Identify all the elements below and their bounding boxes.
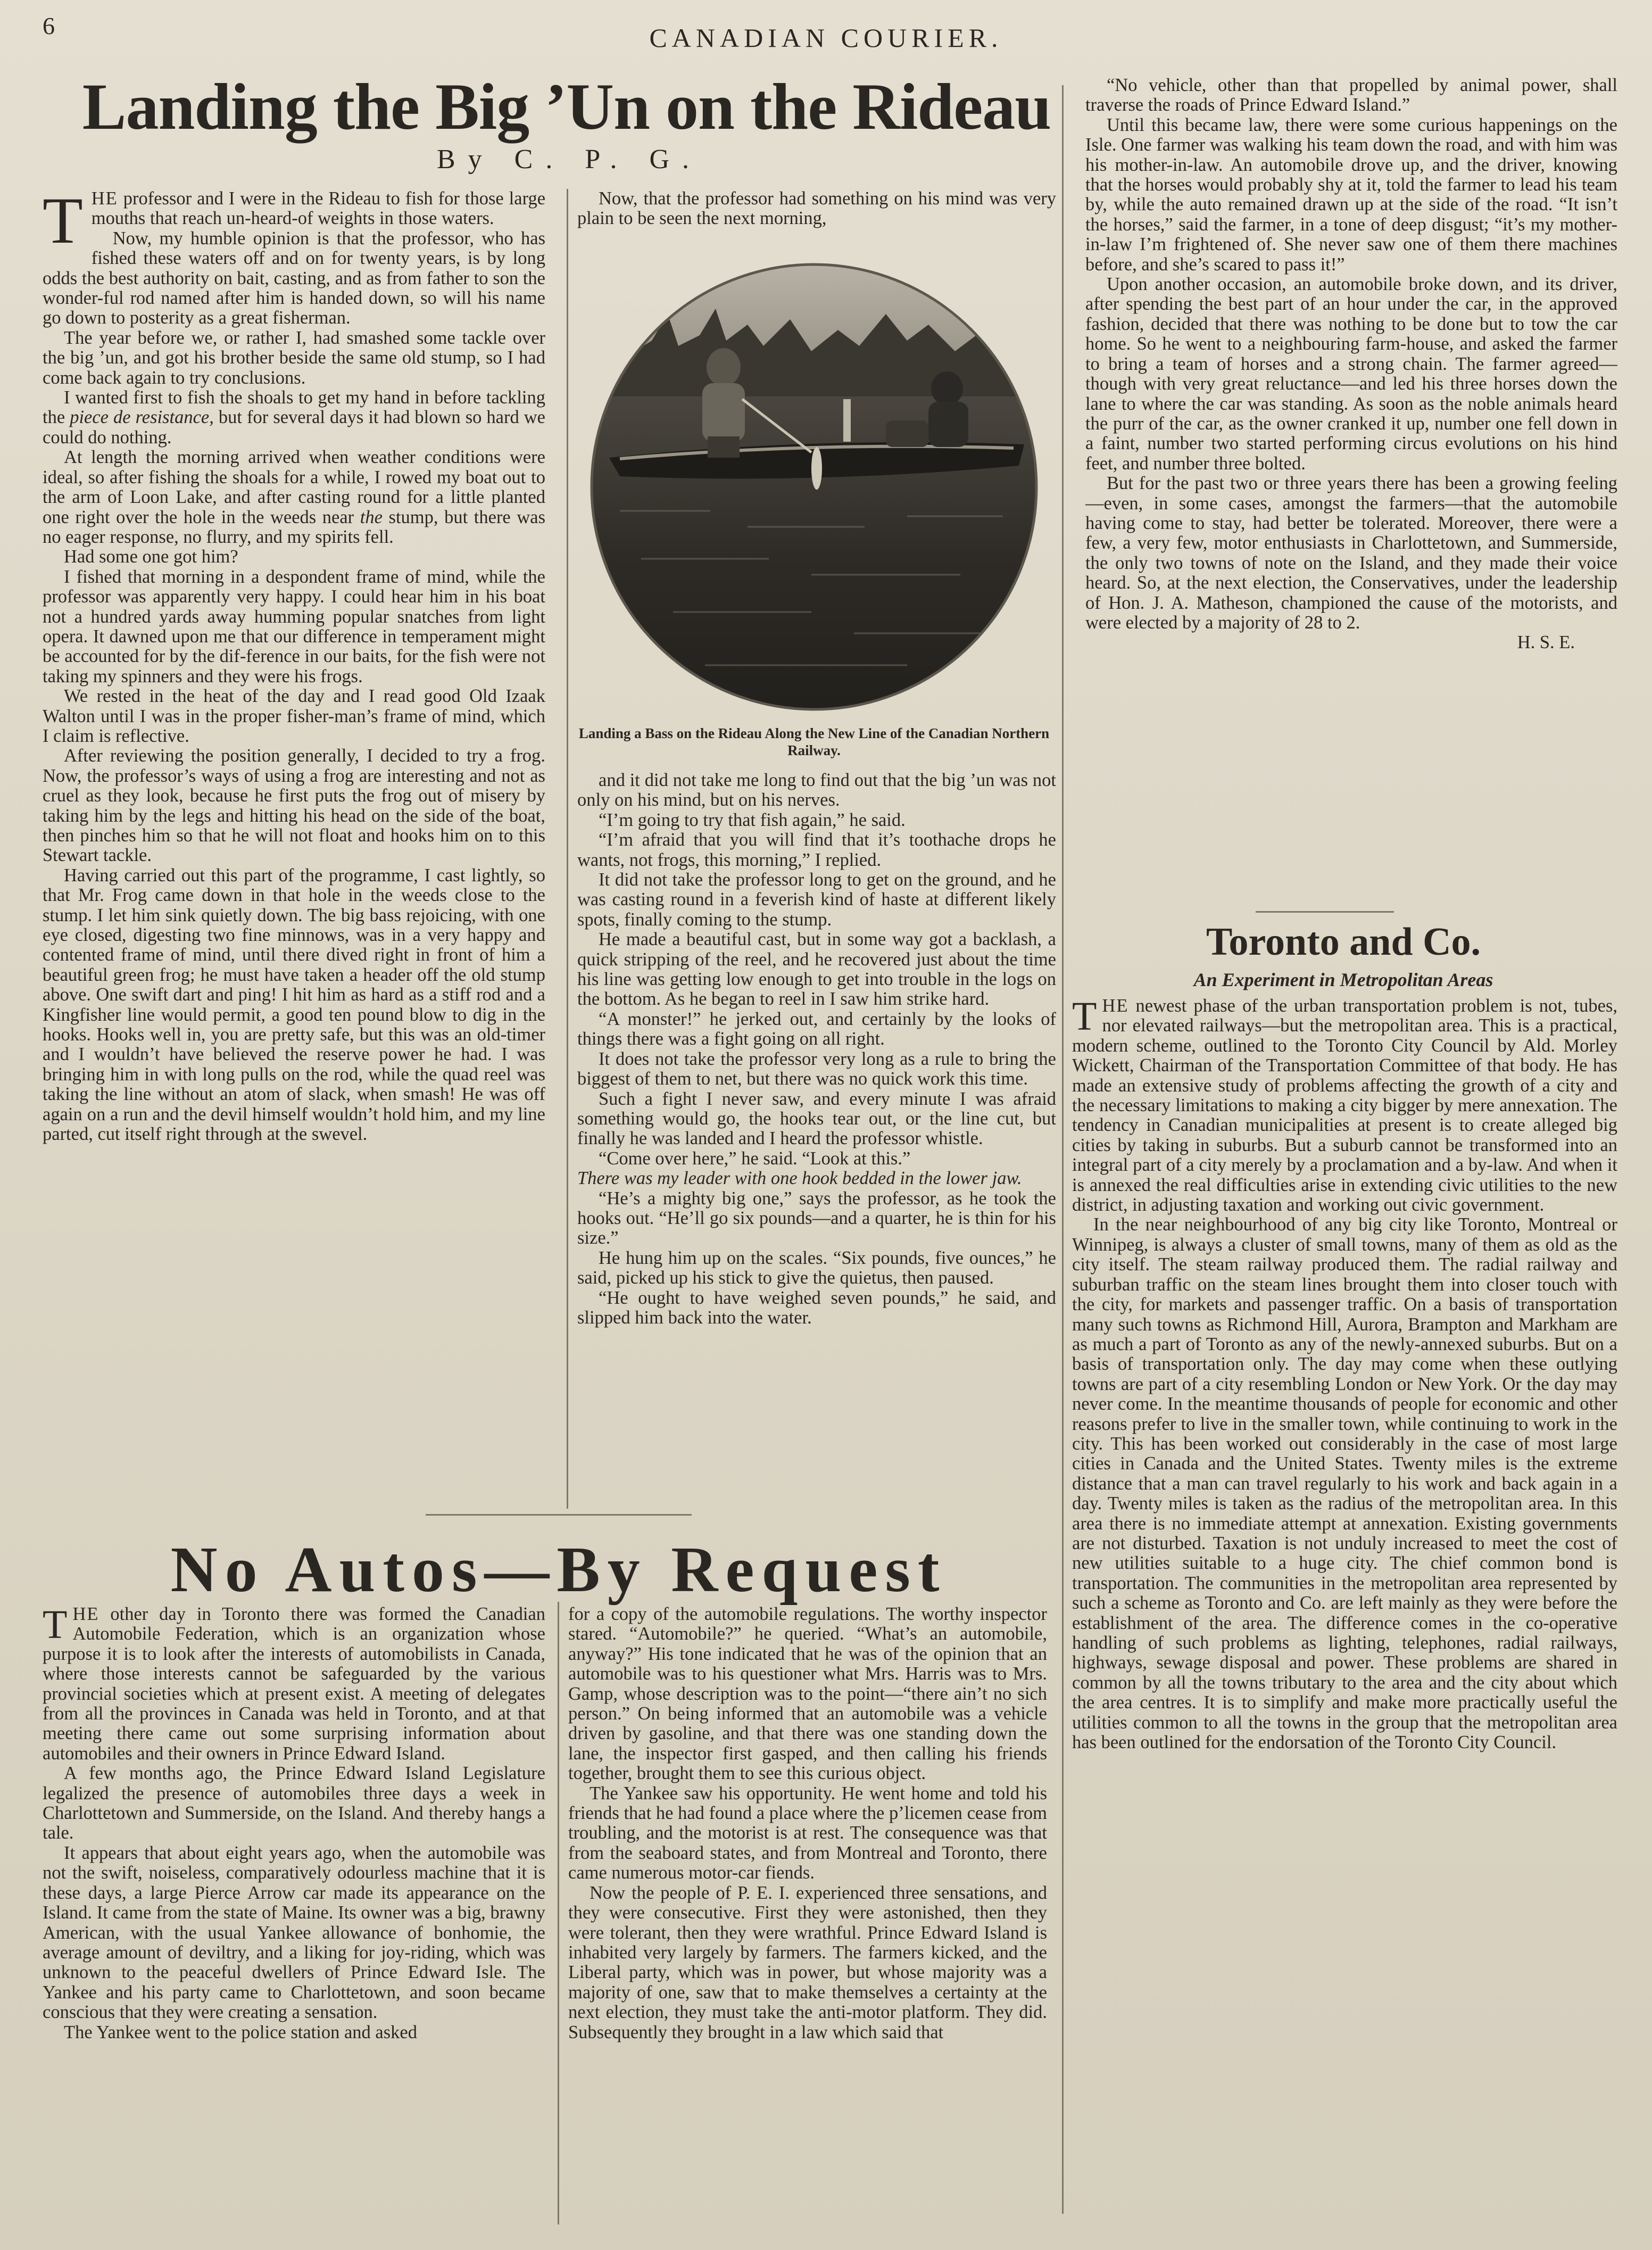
article1-paragraph: It does not take the professor very long as a rule to bring the biggest of them to net, but there was no quick work this time.	[577, 1048, 1056, 1089]
article1-paragraph: “I’m afraid that you will find that it’s toothache drops he wants, not frogs, this morning,” I replied.	[577, 830, 1056, 870]
italic-text: piece de resistance,	[70, 407, 214, 428]
article2-column-2	[568, 1604, 1047, 2230]
running-head: CANADIAN COURIER.	[649, 23, 1003, 53]
smallcaps: HE	[72, 1604, 99, 1624]
article-title: Landing the Big ’Un on the Rideau	[82, 70, 1051, 143]
article2-column-3	[1085, 76, 1617, 906]
article1-paragraph: Now, that the professor had something on his mind was very plain to be seen the next morning,	[577, 189, 1056, 229]
article1-column-1	[43, 189, 545, 1503]
article1-paragraph: He hung him up on the scales. “Six pounds, five ounces,” he said, picked up his stick to give the quietus, then paused.	[577, 1247, 1056, 1288]
text: At length the morning arrived when weather conditions were ideal, so after fishing the shoals for a while, I rowed my boat out to the arm of Loon Lake, and after casting round for a little planted one right over the hole in the weeds near	[43, 447, 545, 527]
article1-paragraph	[43, 388, 545, 448]
text: professor and I were in the Rideau to fish for those large mouths that reach un-heard-of weights in those waters.	[91, 189, 545, 229]
article2-paragraph: The Yankee went to the police station and asked	[64, 2022, 417, 2042]
article1-paragraph: “Come over here,” he said. “Look at this.”	[599, 1148, 911, 1169]
photo-caption: Landing a Bass on the Rideau Along the New Line of the Canadian Northern Railway.	[578, 725, 1050, 758]
article1-column-2-top	[577, 189, 1056, 237]
article1-paragraph: Now, my humble opinion is that the professor, who has fished these waters off and on for twenty years, is by long odds the best authority on bait, casting, and as from father to son the wonder-ful rod named after him is handed down, so will his name go down to posterity as a great fisherman.	[43, 228, 545, 328]
article2-paragraph: Now the people of P. E. I. experienced three sensations, and they were consecutive. First they were astonished, then they were tolerant, then they were wrathful. Prince Edward Island is inhabited very largely by farmers. The farmers kicked, and the Liberal party, which was in power, but whose majority was a majority of one, saw that to make themselves a certainty at the next election, they must take the anti-motor platform. They did. Subsequently they brought in a law which said that	[568, 1882, 1047, 2042]
article1-column-2	[577, 771, 1056, 1505]
smallcaps: HE	[91, 189, 118, 209]
article1-paragraph: The year before we, or rather I, had smashed some tackle over the big ’un, and got his brother beside the same old stump, so I had come back again to try conclusions.	[43, 327, 545, 388]
article2-paragraph: “No vehicle, other than that propelled by animal power, shall traverse the roads of Prince Edward Island.”	[1085, 76, 1617, 115]
article3-column	[1072, 996, 1617, 2220]
article2-paragraph: Until this became law, there were some curious happenings on the Isle. One farmer was walking his team down the road, and with him was his mother-in-law. An automobile drove up, and the driver, knowing that the horses would probably shy at it, told the farmer to lead his team by, while the auto remained drawn up at the side of the road. “It isn’t the horses,” said the farmer, in a tone of deep disgust; “it’s my mother-in-law I’m frightened of. She never saw one of them there machines before, and she’s scared to pass it!”	[1085, 114, 1617, 275]
text: but for several days it had blown so hard we could do nothing.	[43, 407, 545, 448]
article1-paragraph	[43, 448, 545, 547]
article2-paragraph: A few months ago, the Prince Edward Island Legislature legalized the presence of automobiles three days a week in Charlottetown and Summerside, on the Island. And thereby hangs a tale.	[43, 1763, 545, 1843]
article1-paragraph: It did not take the professor long to get on the ground, and he was casting round in a feverish kind of haste at different likely spots, finally coming to the stump.	[577, 870, 1056, 930]
article1-paragraph: He made a beautiful cast, but in some way got a backlash, a quick stripping of the reel, and he recovered just about the time his line was getting low enough to get into trouble in the logs on the bottom. As he began to reel in I saw him strike hard.	[577, 929, 1056, 1010]
article2-paragraph: Upon another occasion, an automobile broke down, and its driver, after spending the best part of an hour under the car, in the approved fashion, decided that there was nothing to be done but to tow the car home. So he went to a neighbouring farm-house, and asked the farmer to bring a team of horses and a strong chain. The farmer agreed—though with very great reluctance—and led his three horses down the lane to where the car was standing. As soon as the noble animals heard the purr of the car, as the owner cranked it up, number one fell down in a faint, number two started performing circus evolutions on his hind feet, and number three bolted.	[1085, 274, 1617, 474]
photo-illustration	[588, 261, 1040, 713]
byline: By C. P. G.	[436, 144, 702, 175]
article1-paragraph: “He’s a mighty big one,” says the professor, as he took the hooks out. “He’ll go six pounds—and a quarter, he is thin for his size.”	[577, 1188, 1056, 1248]
article1-paragraph: I fished that morning in a despondent frame of mind, while the professor was apparently very happy. I could hear him in his boat not a hundred yards away humming popular snatches from light opera. It dawned upon me that our difference in temperament might be accounted for by the dif-ference in our baits, for the fish were not taking my spinners and they were his frogs.	[43, 566, 545, 686]
column-rule	[567, 189, 568, 1509]
article2-paragraph	[43, 1604, 545, 1764]
article2-paragraph: for a copy of the automobile regulations. The worthy inspector stared. “Automobile?” he queried. “What’s an automobile, anyway?” His tone indicated that he was of the opinion that an automobile was to his questioner what Mrs. Harris was to Mrs. Gamp, whose description was to the point—“there ain’t no sich person.” On being informed that an automobile was a vehicle driven by gasoline, and that there was one standing down the lane, the inspector first gasped, and then calling his friends together, brought them to see this curious object.	[568, 1604, 1047, 1784]
column-rule	[1062, 85, 1064, 2214]
page-number: 6	[43, 12, 55, 39]
article2-paragraph: It appears that about eight years ago, when the automobile was not the swift, noiseless, comparatively odourless machine that it is these days, a large Pierce Arrow car made its appearance on the Island. It came from the state of Maine. Its owner was a big, brawny American, with the usual Yankee allowance of bonhomie, the average amount of deviltry, and a liking for joy-riding, which was unknown to the peaceful dwellers of Prince Edward Isle. The Yankee and his party came to Charlottetown, and soon became conscious that they were creating a sensation.	[43, 1842, 545, 2023]
drop-cap: T	[1072, 996, 1097, 1039]
article1-paragraph	[43, 189, 545, 257]
section-divider	[426, 1514, 692, 1516]
article1-paragraph: We rested in the heat of the day and I read good Old Izaak Walton until I was in the proper fisher-man’s frame of mind, which I claim is reflective.	[43, 686, 545, 746]
smallcaps: HE	[1102, 996, 1129, 1016]
article1-paragraph: “He ought to have weighed seven pounds,” he said, and slipped him back into the water.	[577, 1287, 1056, 1328]
article1-paragraph: “I’m going to try that fish again,” he said.	[599, 809, 906, 830]
article1-paragraph: After reviewing the position generally, I decided to try a frog. Now, the professor’s ways of using a frog are interesting and not as cruel as they look, because he first puts the frog out of misery by taking him by the legs and hitting his head on the side of the boat, then pinches him so that he will not float and hooks him on to this Stewart tackle.	[43, 746, 545, 866]
article2-column-1	[43, 1604, 545, 2230]
italic-text: the	[360, 507, 383, 527]
drop-cap: T	[43, 1604, 68, 1647]
section-divider	[1256, 911, 1394, 913]
article3-paragraph	[1072, 996, 1617, 1215]
text: stump, but there was no eager response, no flurry, and my spirits fell.	[43, 507, 545, 547]
article1-paragraph: Such a fight I never saw, and every minute I was afraid something would go, the hooks tear out, or the line cut, but finally he was landed and I heard the professor whistle.	[577, 1088, 1056, 1149]
column-rule	[558, 1602, 559, 2224]
article-subtitle: An Experiment in Metropolitan Areas	[1193, 969, 1493, 990]
drop-cap: T	[43, 189, 83, 257]
article3-paragraph: In the near neighbourhood of any big city like Toronto, Montreal or Winnipeg, is always a cluster of small towns, many of them as old as the city itself. The steam railway produced them. The radial railway and suburban traffic on the steam lines brought them into closer touch with the city, for markets and passenger traffic. On a basis of transportation many such towns as Richmond Hill, Aurora, Brampton and Markham are as much a part of Toronto as any of the newly-annexed suburbs. But on a basis of transportation only. The day may come when these outlying towns are part of a city resembling London or New York. Or the day may never come. In the meantime thousands of people for economic and other reasons prefer to live in the smaller town, while continuing to work in the city. This has been worked out considerably in the case of most large cities in Canada and the United States. Twenty miles is the extreme distance that a man can travel regularly to his work and back again in a day. Twenty miles is taken as the radius of the metropolitan area. In this area there is no immediate attempt at annexation. Existing governments are not disturbed. Taxation is not unduly increased to meet the cost of new utilities suitable to a huge city. The chief common bond is transportation. The communities in the metropolitan area represented by such a scheme as Toronto and Co. are left mainly as they were before the establishment of the area. The difference comes in the co-operative handling of such problems as lighting, telephones, radial railways, highways, sewage disposal and power. These problems are shared in common by all the towns tributary to the area and the city about which the area centres. It is to simplify and make more practically useful the utilities common to all the towns in the group that the metropolitan area has been outlined for the endorsation of the Toronto City Council.	[1072, 1214, 1617, 1753]
text: newest phase of the urban transportation problem is not, tubes, nor elevated railways—but the metropolitan area. This is a practical, modern scheme, outlined to the Toronto City Council by Ald. Morley Wickett, Chairman of the Transportation Committee of that body. He has made an extensive study of problems affecting the growth of a city and the necessary limitations to making a city bigger by mere annexation. The tendency in Canadian municipalities at present is to create alleged big cities by taking in suburbs. But a suburb cannot be transformed into an integral part of a city merely by a proclamation and a by-law. And when it is annexed the real difficulties arise in extending civic utilities to the new district, in adjusting taxation and working out civic government.	[1072, 996, 1617, 1215]
article1-paragraph: Having carried out this part of the programme, I cast lightly, so that Mr. Frog came down in that hole in the weeds close to the stump. I let him sink quietly down. The big bass rejoicing, with one eye closed, digesting two fine minnows, was in a very happy and contented frame of mind, until there dived right in front of him a beautiful green frog; he must have taken a header off the old stump above. One swift dart and ping! I hit him as hard as a stiff rod and a Kingfisher line would permit, a good ten pound blow to dig in the hooks. Hooks well in, you are pretty safe, but this was an old-timer and I wouldn’t have believed the reserve power he had. I was bringing him in with long pulls on the rod, while the quad reel was taking the line without an atom of slack, when smash! He was off again on a run and the devil himself wouldn’t hold him, and my line parted, cut itself right through at the swevel.	[43, 865, 545, 1145]
signature: H. S. E.	[1517, 632, 1575, 653]
article1-paragraph: Had some one got him?	[64, 547, 238, 567]
article1-paragraph: There was my leader with one hook bedded in the lower jaw.	[577, 1168, 1022, 1189]
text: other day in Toronto there was formed the Canadian Automobile Federation, which is an organization whose purpose it is to look after the interests of automobilists in Canada, where those interests cannot be safeguarded by the various provincial societies which at present exist. A meeting of delegates from all the provinces in Canada was held in Toronto, and at that meeting there came out some surprising information about automobiles and their owners in Prince Edward Island.	[43, 1604, 545, 1764]
text: I wanted first to fish the shoals to get my hand in before tackling the	[43, 387, 545, 428]
article-title: No Autos—By Request	[170, 1534, 947, 1606]
article1-paragraph: “A monster!” he jerked out, and certainly by the looks of things there was a fight going on all right.	[577, 1008, 1056, 1049]
fishing-photo	[588, 261, 1040, 713]
article2-paragraph: The Yankee saw his opportunity. He went home and told his friends that he had found a place where the p’licemen cease from troubling, and the motorist is at rest. The consequence was that from the seaboard states, and from Montreal and Toronto, there came numerous motor-car fiends.	[568, 1783, 1047, 1883]
article2-paragraph: But for the past two or three years there has been a growing feeling—even, in some cases, amongst the farmers—that the automobile having come to stay, had better be tolerated. Moreover, there were a few, a very few, motor enthusiasts in Charlottetown, and Summerside, the only two towns of note on the Island, and they made their voice heard. So, at the next election, the Conservatives, under the leadership of Hon. J. A. Matheson, championed the cause of the motorists, and were elected by a majority of 28 to 2.	[1085, 473, 1617, 633]
article1-paragraph: and it did not take me long to find out that the big ’un was not only on his mind, but on his nerves.	[577, 771, 1056, 810]
article-title: Toronto and Co.	[1206, 920, 1481, 964]
